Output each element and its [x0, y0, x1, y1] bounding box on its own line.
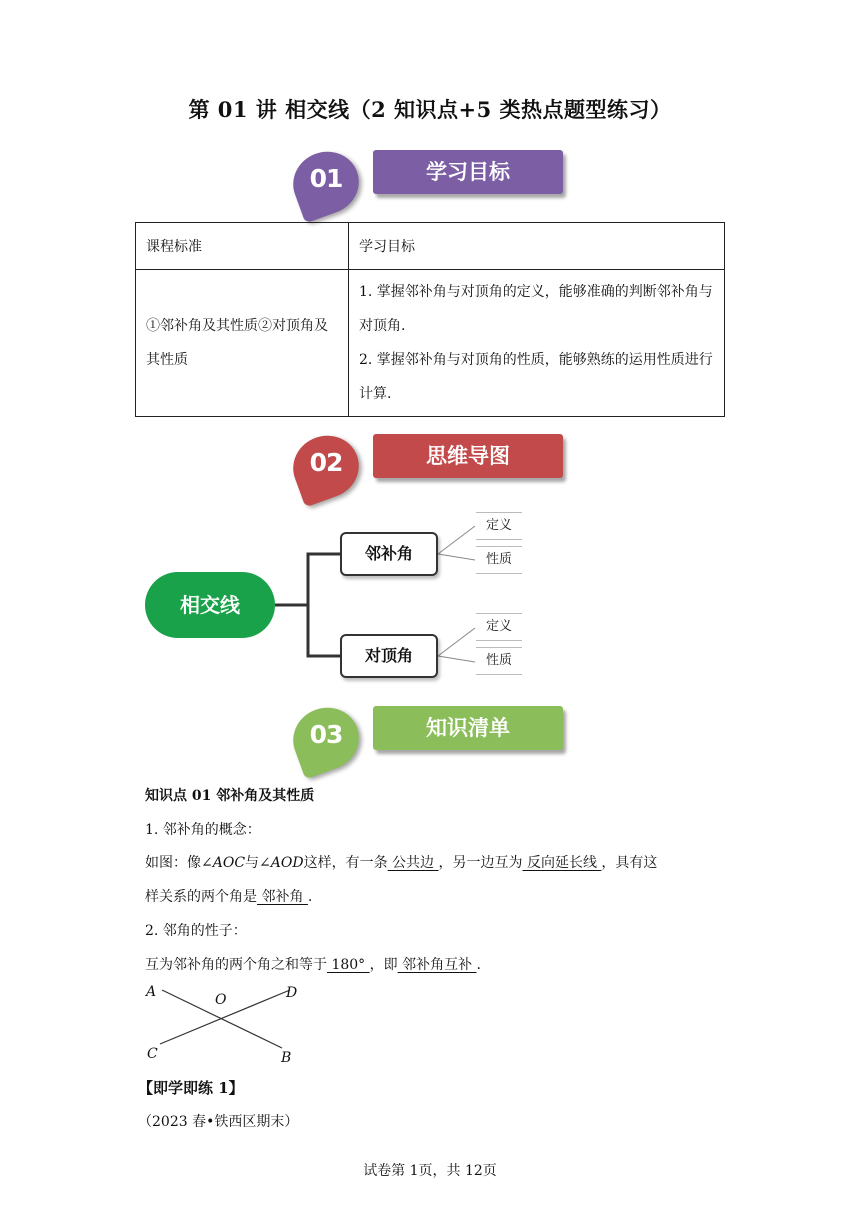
text-span: ，另一边互为 — [438, 855, 523, 871]
practice-heading: 【即学即练 1】 — [138, 1079, 244, 1097]
knowledge-heading: 知识点 01 邻补角及其性质 — [145, 788, 315, 804]
point-label-b: B — [281, 1050, 292, 1066]
mindmap-node-adjacent: 邻补角 — [340, 532, 438, 576]
mindmap-leaf: 性质 — [476, 647, 522, 675]
mindmap-leaf: 定义 — [476, 613, 522, 641]
point-label-a: A — [146, 984, 157, 1000]
text-span: . — [307, 889, 313, 905]
mindmap-leaf: 定义 — [476, 512, 522, 540]
text-span: 互为邻补角的两个角之和等于 — [145, 957, 327, 973]
mindmap-node-vertical: 对顶角 — [340, 634, 438, 678]
point-label-o: O — [215, 992, 227, 1008]
page-title: 第 01 讲 相交线（2 知识点+5 类热点题型练习） — [188, 97, 672, 122]
angle-name: AOC — [212, 855, 246, 871]
answer-blank: 180° — [327, 957, 370, 973]
text-span: ，即 — [369, 957, 398, 973]
table-header-standard: 课程标准 — [136, 223, 349, 270]
text-span: 如图：像∠ — [145, 855, 213, 871]
section-label: 知识清单 — [373, 706, 563, 750]
section-label: 思维导图 — [373, 434, 563, 478]
text-span: . — [476, 957, 481, 973]
question-source: （2023 春•铁西区期末） — [138, 1114, 299, 1130]
text-span: 与∠ — [245, 855, 271, 871]
answer-blank: 反向延长线 — [522, 855, 602, 871]
goal-item: 1. 掌握邻补角与对顶角的定义，能够准确的判断邻补角与对顶角. — [359, 284, 713, 334]
text-span: ，具有这 — [601, 855, 658, 871]
section-label: 学习目标 — [373, 150, 563, 194]
mindmap-leaf: 性质 — [476, 546, 522, 574]
knowledge-line-1 — [145, 853, 657, 873]
section-number: 03 — [309, 720, 343, 749]
answer-blank: 邻补角 — [257, 889, 308, 905]
knowledge-item-2: 2. 邻角的性子： — [145, 923, 247, 939]
section-number: 01 — [309, 164, 343, 193]
knowledge-line-2 — [145, 887, 312, 907]
section-number: 02 — [309, 448, 343, 477]
answer-blank: 邻补角互补 — [397, 957, 477, 973]
knowledge-line-3 — [145, 955, 481, 975]
section-badge-03 — [293, 706, 573, 776]
answer-blank: 公共边 — [387, 855, 439, 871]
table-header-goals: 学习目标 — [349, 223, 725, 270]
goal-item: 2. 掌握邻补角与对顶角的性质，能够熟练的运用性质进行计算. — [359, 352, 713, 402]
knowledge-item-1: 1. 邻补角的概念： — [145, 822, 261, 838]
point-label-c: C — [147, 1046, 158, 1062]
point-label-d: D — [286, 985, 298, 1001]
text-span: 这样，有一条 — [303, 855, 388, 871]
angle-name: AOD — [270, 855, 304, 871]
text-span: 样关系的两个角是 — [145, 889, 257, 905]
mindmap-root: 相交线 — [145, 572, 275, 638]
table-cell-standard: ①邻补角及其性质②对顶角及其性质 — [136, 270, 349, 417]
page-footer: 试卷第 1页，共 12页 — [363, 1163, 497, 1179]
